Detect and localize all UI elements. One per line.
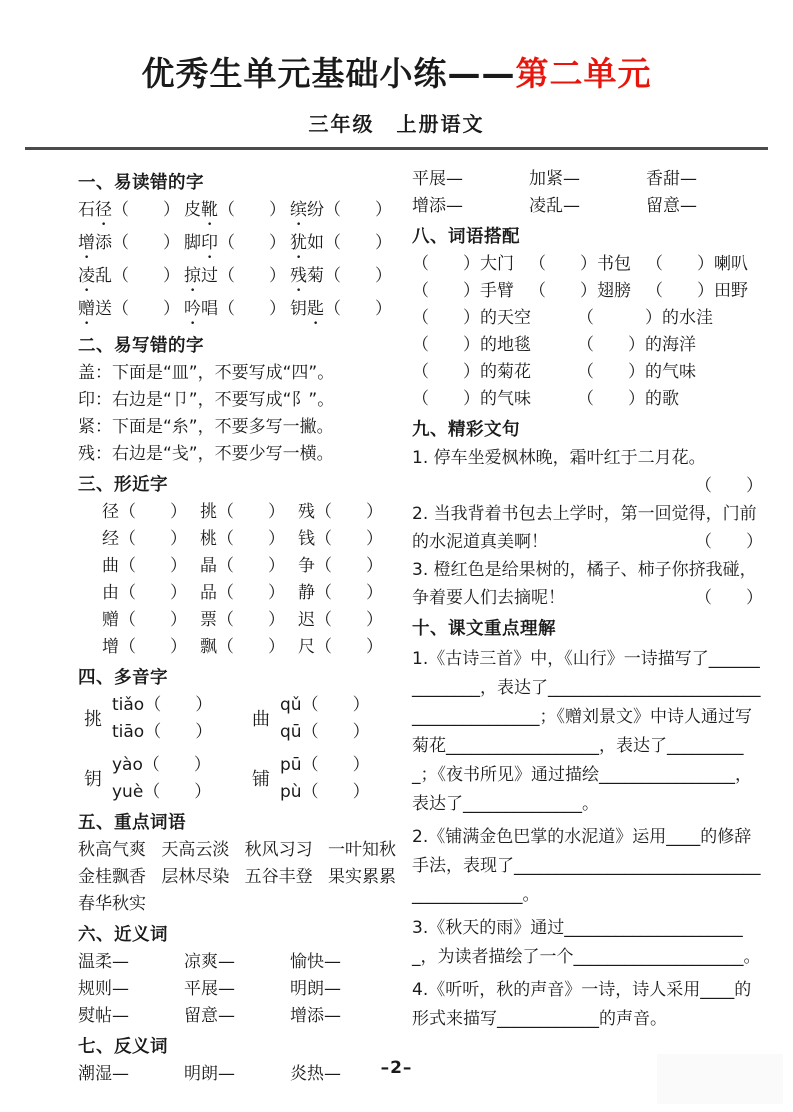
dotted-char: 缤	[290, 200, 307, 220]
char-row	[78, 607, 396, 634]
idiom-row	[78, 837, 396, 864]
char-row	[78, 580, 396, 607]
paren-noun: （ ）田野	[646, 281, 748, 301]
dotted-char: 吟	[184, 299, 201, 319]
section-heading: 二、易写错的字	[78, 336, 204, 356]
char-with-paren: 争（ ）	[298, 556, 383, 576]
sentence-text: 3. 橙红色是给果树的，橘子、柿子你挤我碰，争着要人们去摘呢！	[412, 560, 757, 608]
right-column	[412, 166, 763, 1038]
section-heading: 八、词语搭配	[412, 227, 520, 247]
word-part: 菊（ ）	[307, 266, 392, 286]
section-key-words	[78, 809, 396, 918]
char-with-paren: 残（ ）	[298, 502, 383, 522]
pinyin-line: yào（ ）	[112, 755, 211, 775]
watermark-block	[657, 1054, 783, 1104]
idiom: 果实累累	[327, 867, 396, 887]
word-part: 如（ ）	[307, 233, 392, 253]
idiom: 金桂飘香	[78, 867, 146, 887]
paren-de-phrase: （ ）的天空	[412, 308, 531, 328]
word-with-paren	[78, 230, 184, 263]
antonym-word: 潮湿—	[78, 1064, 129, 1084]
section-text-comprehension	[412, 615, 763, 1034]
polyphone-group	[252, 752, 396, 806]
section-heading: 九、精彩文句	[412, 420, 520, 440]
idiom: 一叶知秋	[327, 840, 396, 860]
word-with-paren	[290, 296, 396, 329]
section-heading: 四、多音字	[78, 668, 168, 688]
note-line: 紧：下面是“糸”，不要多写一撇。	[78, 417, 334, 437]
char-with-paren: 径（ ）	[102, 502, 187, 522]
dotted-char: 径	[95, 200, 112, 220]
title-black-part: 优秀生单元基础小练——	[141, 54, 516, 93]
char-with-paren: 晶（ ）	[200, 556, 285, 576]
word-part: （ ）	[324, 299, 392, 319]
paren-de-phrase: （ ）的气味	[576, 362, 696, 382]
synonym-word: 增添—	[290, 1006, 341, 1026]
section-antonyms-continued	[412, 166, 763, 220]
collocation-row	[412, 332, 763, 359]
word-with-paren	[290, 263, 396, 296]
antonym-word: 香甜—	[646, 169, 697, 189]
synonym-row	[78, 976, 396, 1003]
polyphone-grid	[78, 692, 396, 806]
section-heading: 一、易读错的字	[78, 173, 204, 193]
polyphone-char: 铺	[252, 768, 270, 790]
char-row	[78, 553, 396, 580]
pinyin-line: pù（ ）	[280, 782, 370, 802]
pinyin-line: yuè（ ）	[112, 782, 212, 802]
page-title	[0, 48, 793, 95]
word-part: 钥	[290, 299, 307, 319]
word-with-paren	[290, 197, 396, 230]
word-row	[78, 296, 396, 329]
paren-de-phrase: （ ）的水洼	[576, 308, 713, 328]
paren-de-phrase: （ ）的歌	[576, 389, 679, 409]
word-part: 送（ ）	[95, 299, 180, 319]
word-part: 乱（ ）	[95, 266, 180, 286]
word-row	[78, 197, 396, 230]
pinyin-options	[280, 752, 370, 806]
pinyin-options	[112, 752, 211, 806]
idiom: 天高云淡	[161, 840, 230, 860]
char-with-paren: 桃（ ）	[200, 529, 285, 549]
synonym-word: 熨帖—	[78, 1006, 129, 1026]
word-row	[78, 263, 396, 296]
synonym-row	[78, 949, 396, 976]
note-line: 印：右边是“卩”，不要写成“阝”。	[78, 390, 335, 410]
dotted-char: 残	[290, 266, 307, 286]
word-with-paren	[290, 230, 396, 263]
char-with-paren: 品（ ）	[200, 583, 285, 603]
synonym-word: 平展—	[184, 979, 235, 999]
char-with-paren: 尺（ ）	[298, 637, 383, 657]
char-with-paren: 票（ ）	[200, 610, 285, 630]
section-heading: 三、形近字	[78, 475, 168, 495]
paren-de-phrase: （ ）的地毯	[412, 335, 531, 355]
word-part: （ ）	[218, 233, 286, 253]
char-with-paren: 飘（ ）	[200, 637, 285, 657]
word-row	[78, 230, 396, 263]
char-row	[78, 634, 396, 661]
collocation-row	[412, 305, 763, 332]
pinyin-line: qǔ（ ）	[280, 695, 370, 715]
word-with-paren	[184, 197, 290, 230]
word-part: （ ）	[112, 200, 180, 220]
word-part: 纷（ ）	[307, 200, 392, 220]
pinyin-options	[280, 692, 370, 746]
char-with-paren: 挑（ ）	[200, 502, 285, 522]
answer-paren: （ ）	[695, 476, 763, 496]
word-with-paren	[78, 296, 184, 329]
idiom: 层林尽染	[161, 867, 230, 887]
word-with-paren	[78, 263, 184, 296]
paren-de-phrase: （ ）的菊花	[412, 362, 531, 382]
comprehension-paragraph: 1.《古诗三首》中，《山行》一诗描写了______________，表达了________________________________________；《赠刘景文》中诗人通过写菊花__________________，表达了__________；《夜书所见》通过描绘________________，表达了______________。	[412, 649, 761, 814]
char-with-paren: 由（ ）	[102, 583, 187, 603]
idiom: 五谷丰登	[244, 867, 313, 887]
word-with-paren	[184, 263, 290, 296]
collocation-row	[412, 386, 763, 413]
synonym-word: 规则—	[78, 979, 129, 999]
answer-paren: （ ）	[695, 532, 763, 552]
word-part: 过（ ）	[201, 266, 286, 286]
antonym-word: 炎热—	[290, 1064, 341, 1084]
pinyin-line: pū（ ）	[280, 755, 370, 775]
section-heading: 七、反义词	[78, 1037, 168, 1057]
note-line: 盖：下面是“皿”，不要写成“四”。	[78, 363, 335, 383]
char-with-paren: 静（ ）	[298, 583, 383, 603]
synonym-word: 凉爽—	[184, 952, 235, 972]
section-heading: 六、近义词	[78, 925, 168, 945]
synonym-word: 留意—	[184, 1006, 235, 1026]
antonym-word: 留意—	[646, 196, 697, 216]
comprehension-paragraph: 4.《听听，秋的声音》一诗，诗人采用____的形式来描写____________的声音。	[412, 980, 752, 1029]
answer-paren: （ ）	[695, 588, 763, 608]
polyphone-char: 曲	[252, 708, 270, 730]
idiom: 秋高气爽	[78, 840, 146, 860]
pinyin-line: tiāo（ ）	[112, 722, 213, 742]
idiom-row	[78, 891, 396, 918]
antonym-word: 加紧—	[529, 169, 580, 189]
collocation-row	[412, 359, 763, 386]
synonym-row	[78, 1003, 396, 1030]
idiom: 春华秋实	[78, 894, 146, 914]
char-row	[78, 526, 396, 553]
paren-noun: （ ）手臂	[412, 281, 514, 301]
sentence-item	[412, 444, 763, 500]
char-with-paren: 增（ ）	[102, 637, 187, 657]
title-red-part: 第二单元	[515, 54, 652, 93]
page-subtitle: 三年级 上册语文	[308, 112, 485, 136]
paren-noun: （ ）喇叭	[646, 254, 748, 274]
word-with-paren	[184, 230, 290, 263]
dotted-char: 靴	[201, 200, 218, 220]
antonym-word: 凌乱—	[529, 196, 580, 216]
word-part: 添（ ）	[95, 233, 180, 253]
antonym-word: 增添—	[412, 196, 463, 216]
antonym-row	[412, 166, 763, 193]
section-heading: 五、重点词语	[78, 813, 186, 833]
polyphone-group	[84, 692, 252, 746]
content-columns	[0, 150, 793, 1090]
dotted-char: 赠	[78, 299, 95, 319]
paren-noun: （ ）书包	[529, 254, 631, 274]
word-part: 唱（ ）	[201, 299, 286, 319]
sentence-text: 1. 停车坐爱枫林晚，霜叶红于二月花。	[412, 448, 706, 468]
paren-noun: （ ）翅膀	[529, 281, 631, 301]
synonym-word: 明朗—	[290, 979, 341, 999]
word-with-paren	[78, 197, 184, 230]
sentence-text: 2. 当我背着书包去上学时，第一回觉得，门前的水泥道真美啊！	[412, 504, 757, 552]
word-part: （ ）	[218, 200, 286, 220]
left-column	[78, 166, 396, 1090]
dotted-char: 凌	[78, 266, 95, 286]
pinyin-line: tiǎo（ ）	[112, 695, 213, 715]
polyphone-char: 挑	[84, 708, 102, 730]
section-heading: 十、课文重点理解	[412, 619, 556, 639]
char-with-paren: 曲（ ）	[102, 556, 187, 576]
char-with-paren: 赠（ ）	[102, 610, 187, 630]
note-line: 残：右边是“戋”，不要少写一横。	[78, 444, 334, 464]
dotted-char: 印	[201, 233, 218, 253]
synonym-word: 愉快—	[290, 952, 341, 972]
page-number: –2–	[380, 1058, 413, 1078]
section-easily-miswritten-characters	[78, 332, 396, 468]
paren-noun: （ ）大门	[412, 254, 514, 274]
dotted-char: 掠	[184, 266, 201, 286]
char-with-paren: 迟（ ）	[298, 610, 383, 630]
dotted-char: 犹	[290, 233, 307, 253]
word-with-paren	[184, 296, 290, 329]
pinyin-options	[112, 692, 212, 746]
polyphone-char: 钥	[84, 768, 102, 790]
word-part: 皮	[184, 200, 201, 220]
paren-de-phrase: （ ）的气味	[412, 389, 531, 409]
section-word-collocation	[412, 223, 763, 413]
idiom-row	[78, 864, 396, 891]
char-with-paren: 钱（ ）	[298, 529, 383, 549]
section-synonyms	[78, 921, 396, 1030]
section-similar-characters	[78, 471, 396, 661]
paren-de-phrase: （ ）的海洋	[576, 335, 696, 355]
antonym-word: 明朗—	[184, 1064, 235, 1084]
pinyin-line: qū（ ）	[280, 722, 370, 742]
dotted-char: 匙	[307, 299, 324, 319]
word-part: 石	[78, 200, 95, 220]
idiom: 秋风习习	[244, 840, 313, 860]
sentence-item	[412, 556, 763, 612]
collocation-row	[412, 251, 763, 278]
word-part: 脚	[184, 233, 201, 253]
collocation-row	[412, 278, 763, 305]
synonym-word: 温柔—	[78, 952, 129, 972]
section-polyphones	[78, 664, 396, 806]
section-highlight-sentences	[412, 416, 763, 612]
sentence-item	[412, 500, 763, 556]
comprehension-paragraph: 2.《铺满金色巴掌的水泥道》运用____的修辞手法，表现了__________________________________________。	[412, 827, 761, 905]
polyphone-group	[252, 692, 396, 746]
dotted-char: 增	[78, 233, 95, 253]
antonym-row	[412, 193, 763, 220]
section-easily-misread-characters	[78, 169, 396, 329]
char-row	[78, 499, 396, 526]
antonym-word: 平展—	[412, 169, 463, 189]
comprehension-paragraph: 3.《秋天的雨》通过______________________，为读者描绘了一个____________________。	[412, 918, 761, 967]
char-with-paren: 经（ ）	[102, 529, 187, 549]
polyphone-group	[84, 752, 252, 806]
